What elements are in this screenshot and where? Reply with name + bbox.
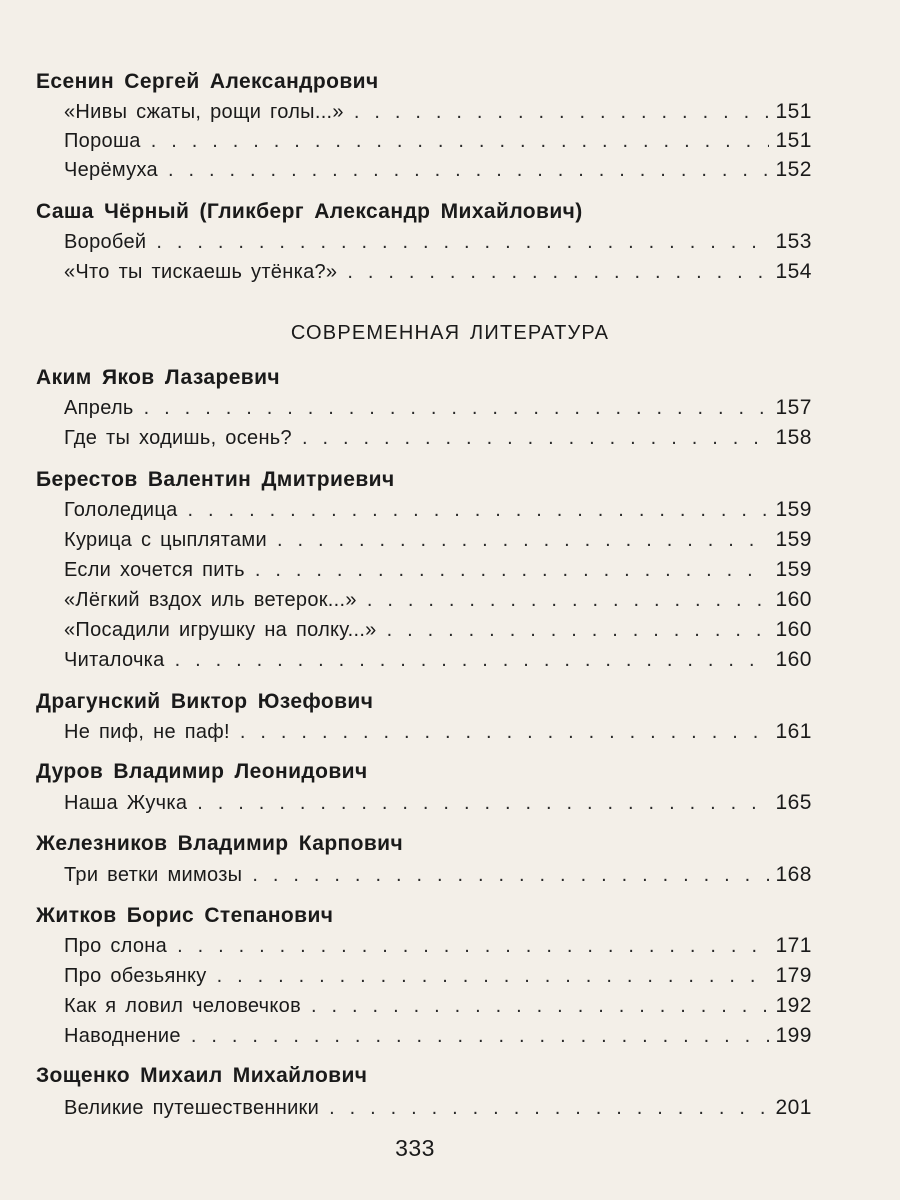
entry-title: Где ты ходишь, осень? bbox=[64, 427, 292, 449]
entry-page: 153 bbox=[775, 230, 812, 253]
dot-leader bbox=[191, 1025, 770, 1048]
author-heading: Аким Яков Лазаревич bbox=[36, 366, 281, 389]
entry-title: Про слона bbox=[64, 935, 168, 957]
dot-leader bbox=[354, 101, 770, 124]
entry-title: Три ветки мимозы bbox=[64, 864, 243, 886]
dot-leader bbox=[347, 261, 769, 284]
entry-title: Великие путешественники bbox=[64, 1097, 320, 1119]
toc-entry bbox=[64, 498, 812, 526]
entry-page: 165 bbox=[775, 791, 812, 814]
entry-title: Пороша bbox=[64, 130, 141, 152]
author-heading: Саша Чёрный (Гликберг Александр Михайлович) bbox=[36, 200, 583, 223]
dot-leader bbox=[387, 619, 770, 642]
dot-leader bbox=[240, 721, 770, 744]
author-heading: Берестов Валентин Дмитриевич bbox=[36, 468, 395, 491]
dot-leader bbox=[151, 130, 770, 153]
dot-leader bbox=[329, 1097, 769, 1120]
dot-leader bbox=[302, 427, 770, 450]
entry-title: Как я ловил человечков bbox=[64, 995, 302, 1017]
entry-title: Не пиф, не паф! bbox=[64, 721, 230, 743]
page-number: 333 bbox=[395, 1135, 435, 1161]
dot-leader bbox=[367, 589, 770, 612]
entry-title: Курица с цыплятами bbox=[64, 529, 267, 551]
toc-entry bbox=[64, 618, 812, 646]
entry-title: Про обезьянку bbox=[64, 965, 207, 987]
dot-leader bbox=[188, 499, 770, 522]
entry-page: 201 bbox=[775, 1096, 812, 1119]
entry-title: Гололедица bbox=[64, 499, 178, 521]
toc-entry bbox=[64, 791, 812, 819]
toc-entry bbox=[64, 260, 812, 288]
entry-page: 158 bbox=[775, 426, 812, 449]
entry-page: 154 bbox=[775, 260, 812, 283]
entry-title: Воробей bbox=[64, 231, 147, 253]
author-heading: Зощенко Михаил Михайлович bbox=[36, 1064, 368, 1087]
entry-page: 179 bbox=[775, 964, 812, 987]
entry-title: Читалочка bbox=[64, 649, 165, 671]
entry-title: Наша Жучка bbox=[64, 792, 188, 814]
dot-leader bbox=[156, 231, 769, 254]
toc-entry bbox=[64, 100, 812, 128]
entry-page: 151 bbox=[775, 100, 812, 123]
entry-title: Черёмуха bbox=[64, 159, 158, 181]
entry-page: 151 bbox=[775, 129, 812, 152]
author-heading: Железников Владимир Карпович bbox=[36, 832, 404, 855]
entry-page: 160 bbox=[775, 588, 812, 611]
entry-title: «Нивы сжаты, рощи голы...» bbox=[64, 101, 344, 123]
entry-title: Наводнение bbox=[64, 1025, 181, 1047]
entry-title: Если хочется пить bbox=[64, 559, 245, 581]
toc-entry bbox=[64, 230, 812, 258]
section-heading: СОВРЕМЕННАЯ ЛИТЕРАТУРА bbox=[290, 322, 610, 344]
dot-leader bbox=[217, 965, 770, 988]
author-heading: Драгунский Виктор Юзефович bbox=[36, 690, 374, 713]
entry-page: 171 bbox=[775, 934, 812, 957]
dot-leader bbox=[168, 159, 769, 182]
entry-page: 159 bbox=[775, 558, 812, 581]
entry-page: 161 bbox=[775, 720, 812, 743]
toc-entry bbox=[64, 396, 812, 424]
toc-entry bbox=[64, 863, 812, 891]
entry-page: 152 bbox=[775, 158, 812, 181]
dot-leader bbox=[197, 792, 769, 815]
author-heading: Житков Борис Степанович bbox=[36, 904, 334, 927]
dot-leader bbox=[255, 559, 770, 582]
author-heading: Дуров Владимир Леонидович bbox=[36, 760, 368, 783]
entry-title: «Лёгкий вздох иль ветерок...» bbox=[64, 589, 357, 611]
toc-entry bbox=[64, 558, 812, 586]
toc-entry bbox=[64, 720, 812, 748]
entry-page: 160 bbox=[775, 648, 812, 671]
entry-page: 160 bbox=[775, 618, 812, 641]
toc-entry bbox=[64, 964, 812, 992]
dot-leader bbox=[144, 397, 770, 420]
dot-leader bbox=[252, 864, 769, 887]
toc-entry bbox=[64, 994, 812, 1022]
toc-entry bbox=[64, 129, 812, 157]
entry-page: 157 bbox=[775, 396, 812, 419]
toc-entry bbox=[64, 588, 812, 616]
entry-title: Апрель bbox=[64, 397, 134, 419]
toc-entry bbox=[64, 426, 812, 454]
toc-entry bbox=[64, 1024, 812, 1052]
dot-leader bbox=[177, 935, 769, 958]
entry-page: 199 bbox=[775, 1024, 812, 1047]
entry-page: 168 bbox=[775, 863, 812, 886]
toc-entry bbox=[64, 934, 812, 962]
author-heading: Есенин Сергей Александрович bbox=[36, 70, 379, 93]
entry-page: 159 bbox=[775, 528, 812, 551]
toc-entry bbox=[64, 158, 812, 186]
entry-title: «Посадили игрушку на полку...» bbox=[64, 619, 377, 641]
toc-entry bbox=[64, 648, 812, 676]
entry-page: 159 bbox=[775, 498, 812, 521]
dot-leader bbox=[175, 649, 770, 672]
toc-entry bbox=[64, 528, 812, 556]
entry-page: 192 bbox=[775, 994, 812, 1017]
toc-entry bbox=[64, 1096, 812, 1124]
entry-title: «Что ты тискаешь утёнка?» bbox=[64, 261, 338, 283]
dot-leader bbox=[311, 995, 769, 1018]
dot-leader bbox=[277, 529, 770, 552]
